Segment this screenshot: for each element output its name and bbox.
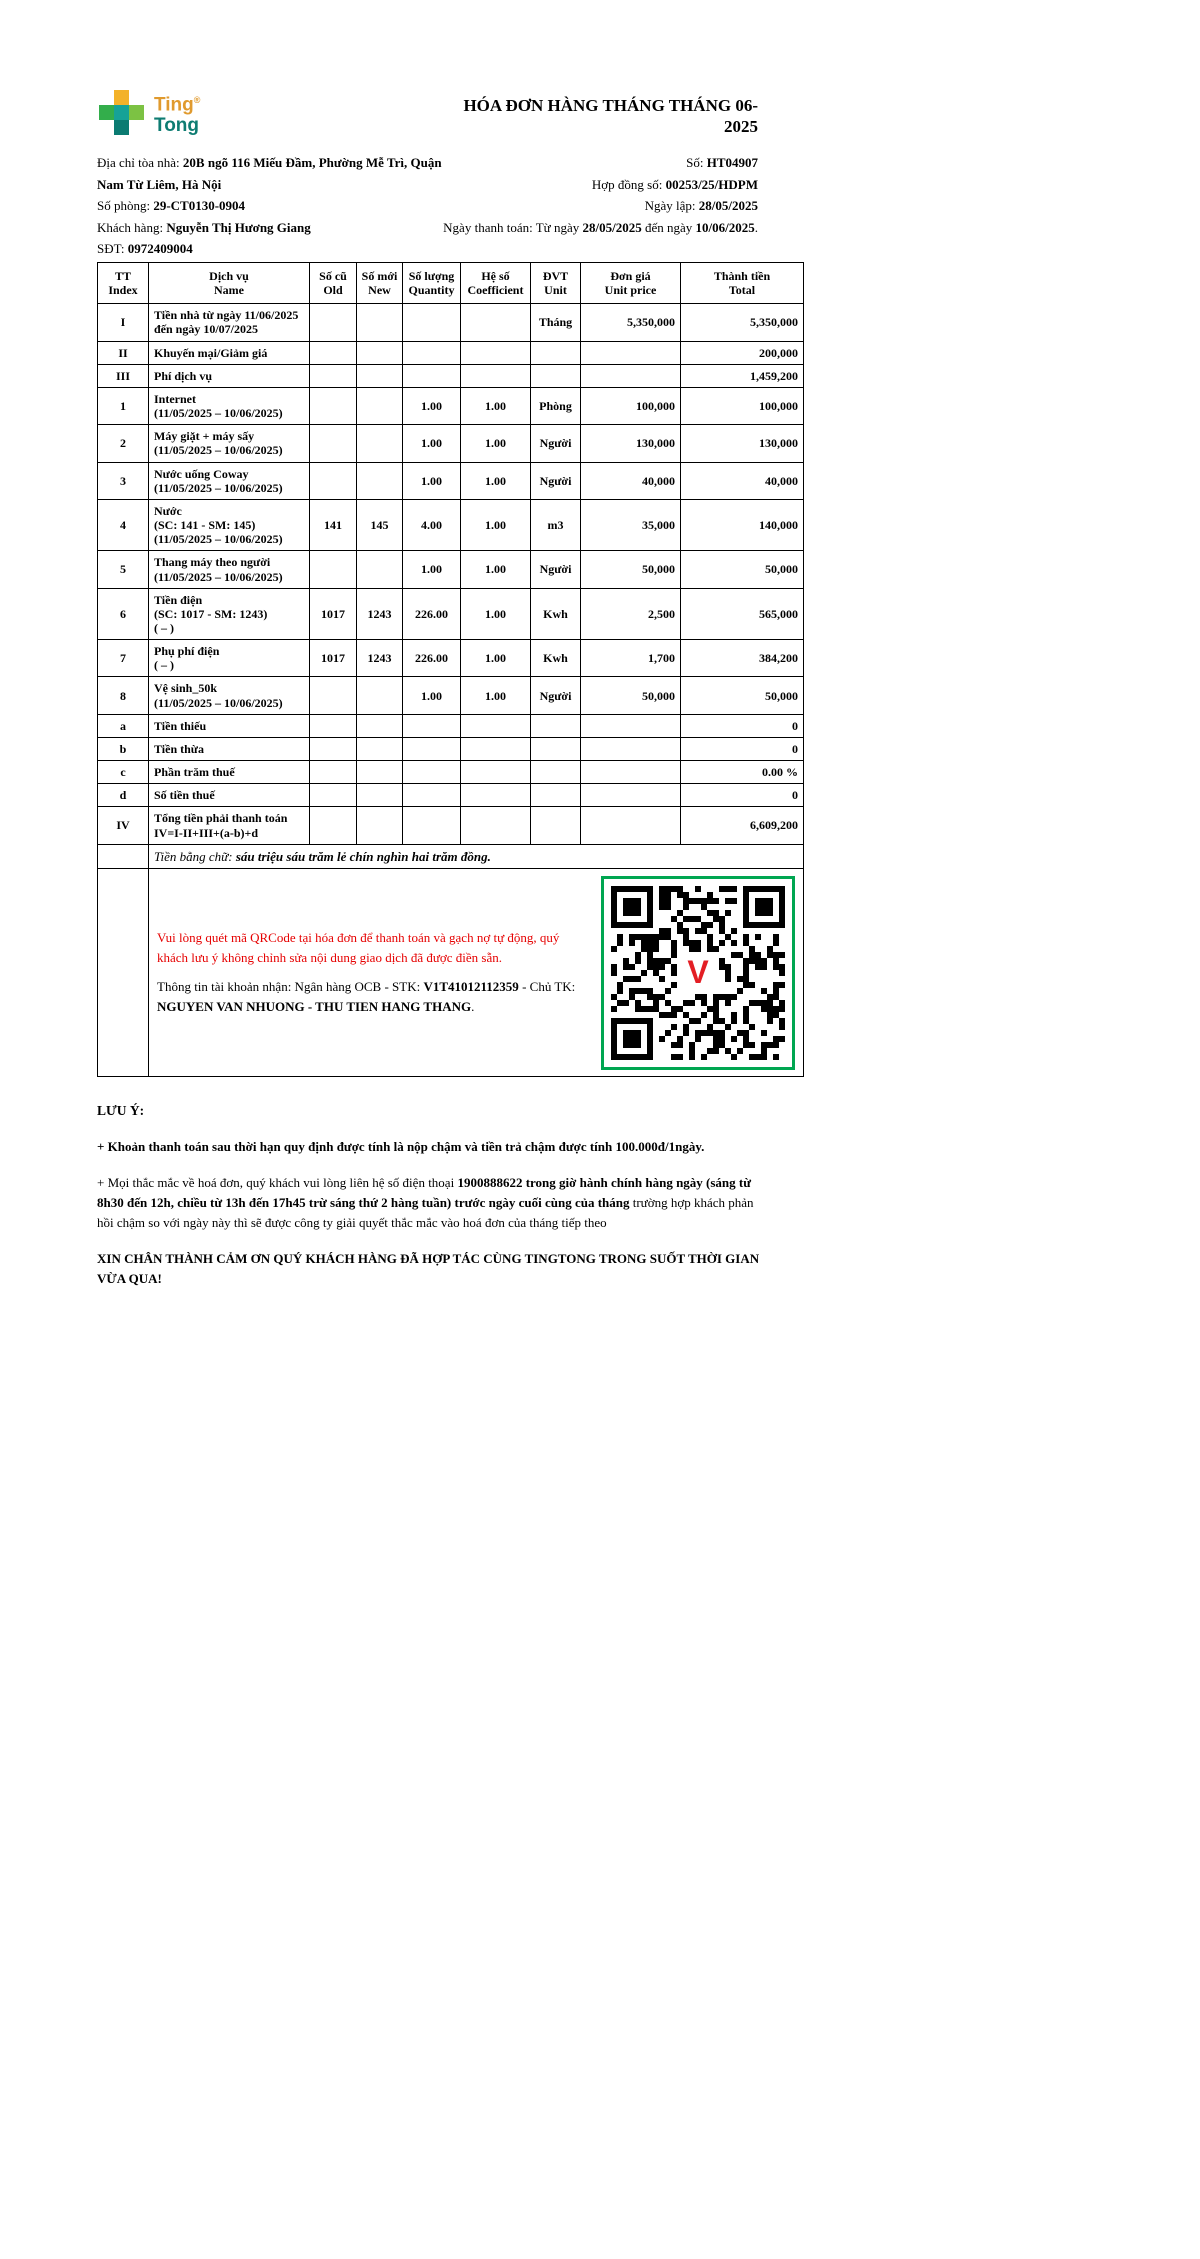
logo-square-right: [129, 105, 144, 120]
qr-section: [149, 869, 804, 1077]
table-row: [98, 499, 804, 550]
cell-new: [357, 784, 403, 807]
table-row: [98, 761, 804, 784]
invoice-table: [97, 262, 804, 1077]
cell-unit: Kwh: [531, 640, 581, 677]
cell-name: Vệ sinh_50k (11/05/2025 – 10/06/2025): [149, 677, 310, 714]
cell-new: 1243: [357, 588, 403, 639]
logo-text: [154, 90, 200, 136]
cell-price: [581, 364, 681, 387]
table-row: [98, 341, 804, 364]
cell-name: Số tiền thuế: [149, 784, 310, 807]
cell-new: 145: [357, 499, 403, 550]
customer-name: Khách hàng: Nguyễn Thị Hương Giang: [97, 219, 311, 235]
amount-in-words-row: [98, 844, 804, 868]
issue-date: Ngày lập: 28/05/2025: [644, 198, 758, 213]
cell-name: Phụ phí điện ( – ): [149, 640, 310, 677]
invoice-table-rows: [98, 304, 804, 844]
cell-tt: 8: [98, 677, 149, 714]
cell-coef: [461, 364, 531, 387]
cell-name: Phần trăm thuế: [149, 761, 310, 784]
cell-new: 1243: [357, 640, 403, 677]
cell-coef: 1.00: [461, 499, 531, 550]
cell-tt: 2: [98, 425, 149, 462]
cell-total: 130,000: [681, 425, 804, 462]
cell-old: [310, 341, 357, 364]
cell-old: [310, 425, 357, 462]
cell-coef: 1.00: [461, 462, 531, 499]
table-row: [98, 551, 804, 588]
tingtong-logo-icon: [99, 90, 145, 136]
cell-price: 130,000: [581, 425, 681, 462]
cell-old: [310, 551, 357, 588]
cell-old: [310, 807, 357, 844]
cell-name: Tổng tiền phải thanh toán IV=I-II+III+(a-b)+d: [149, 807, 310, 844]
cell-price: 2,500: [581, 588, 681, 639]
cell-unit: m3: [531, 499, 581, 550]
table-row: [98, 784, 804, 807]
cell-old: [310, 677, 357, 714]
cell-name: Tiền thừa: [149, 737, 310, 760]
cell-old: [310, 462, 357, 499]
tingtong-logo: [99, 90, 200, 136]
cell-qty: 1.00: [403, 387, 461, 424]
notes-heading: LƯU Ý:: [97, 1103, 145, 1118]
cell-unit: Kwh: [531, 588, 581, 639]
cell-new: [357, 341, 403, 364]
cell-coef: 1.00: [461, 425, 531, 462]
invoice-title-line: 2025: [724, 117, 758, 136]
table-row: [98, 640, 804, 677]
cell-coef: [461, 714, 531, 737]
logo-square-center: [114, 105, 129, 120]
qr-payment-notice: Vui lòng quét mã QRCode tại hóa đơn để thanh toán và gạch nợ tự động, quý khách lưu ý không chỉnh sửa nội dung giao dịch đã được điền sẵn.: [157, 930, 560, 966]
cell-tt: 6: [98, 588, 149, 639]
cell-unit: [531, 714, 581, 737]
table-header-row: [98, 263, 804, 304]
cell-tt: 7: [98, 640, 149, 677]
cell-old: 1017: [310, 588, 357, 639]
contract-number: Hợp đồng số: 00253/25/HDPM: [591, 176, 758, 192]
cell-total: 5,350,000: [681, 304, 804, 341]
cell-new: [357, 737, 403, 760]
cell-coef: [461, 784, 531, 807]
cell-new: [357, 551, 403, 588]
cell-total: 200,000: [681, 341, 804, 364]
cell-old: 141: [310, 499, 357, 550]
cell-qty: 1.00: [403, 425, 461, 462]
cell-coef: 1.00: [461, 387, 531, 424]
trademark-symbol: ®: [193, 95, 201, 105]
cell-coef: 1.00: [461, 551, 531, 588]
cell-name: Máy giặt + máy sấy (11/05/2025 – 10/06/2025): [149, 425, 310, 462]
cell-coef: 1.00: [461, 640, 531, 677]
invoice-number: Số: HT04907: [686, 155, 758, 170]
cell-tt: 1: [98, 387, 149, 424]
cell-coef: [461, 807, 531, 844]
building-address-line-1: Địa chỉ tòa nhà: 20B ngõ 116 Miếu Đầm, Phường Mễ Trì, Quận: [97, 155, 442, 170]
cell-new: [357, 761, 403, 784]
cell-price: 100,000: [581, 387, 681, 424]
cell-unit: Người: [531, 425, 581, 462]
cell-new: [357, 425, 403, 462]
cell-qty: [403, 737, 461, 760]
cell-new: [357, 714, 403, 737]
cell-coef: 1.00: [461, 588, 531, 639]
cell-tt-empty: [98, 844, 149, 868]
cell-unit: Tháng: [531, 304, 581, 341]
cell-coef: 1.00: [461, 677, 531, 714]
cell-name: Tiền thiếu: [149, 714, 310, 737]
cell-total: 0: [681, 714, 804, 737]
table-row: [98, 714, 804, 737]
cell-total: 384,200: [681, 640, 804, 677]
col-header-coefficient: Hệ số Coefficient: [461, 263, 531, 304]
cell-new: [357, 387, 403, 424]
cell-tt: c: [98, 761, 149, 784]
cell-coef: [461, 304, 531, 341]
table-row: [98, 677, 804, 714]
col-header-old: Số cũ Old: [310, 263, 357, 304]
logo-square-left: [99, 105, 114, 120]
cell-name: Tiền nhà từ ngày 11/06/2025 đến ngày 10/07/2025: [149, 304, 310, 341]
cell-unit: [531, 784, 581, 807]
cell-qty: 226.00: [403, 588, 461, 639]
invoice-title-line: HÓA ĐƠN HÀNG THÁNG THÁNG 06-: [463, 96, 758, 115]
cell-unit: [531, 341, 581, 364]
cell-unit: Người: [531, 551, 581, 588]
cell-name: Nước (SC: 141 - SM: 145) (11/05/2025 – 10/06/2025): [149, 499, 310, 550]
cell-tt: b: [98, 737, 149, 760]
cell-old: [310, 304, 357, 341]
cell-unit: [531, 364, 581, 387]
table-row: [98, 425, 804, 462]
cell-tt: III: [98, 364, 149, 387]
cell-tt: I: [98, 304, 149, 341]
cell-tt: d: [98, 784, 149, 807]
cell-price: [581, 807, 681, 844]
qr-center-logo: V: [677, 952, 719, 994]
cell-total: 0.00 %: [681, 761, 804, 784]
cell-unit: Người: [531, 462, 581, 499]
note-late-payment: + Khoản thanh toán sau thời hạn quy định được tính là nộp chậm và tiền trả chậm được tính 100.000đ/1ngày.: [97, 1139, 705, 1154]
cell-coef: [461, 761, 531, 784]
cell-unit: [531, 761, 581, 784]
room-number: Số phòng: 29-CT0130-0904: [97, 198, 246, 213]
cell-old: 1017: [310, 640, 357, 677]
cell-qty: [403, 341, 461, 364]
cell-price: [581, 714, 681, 737]
cell-old: [310, 387, 357, 424]
cell-qty: [403, 807, 461, 844]
logo-text-ting: Ting®: [154, 94, 201, 116]
cell-qty: 1.00: [403, 551, 461, 588]
cell-name: Tiền điện (SC: 1017 - SM: 1243) ( – ): [149, 588, 310, 639]
cell-new: [357, 364, 403, 387]
cell-name: Thang máy theo người (11/05/2025 – 10/06/2025): [149, 551, 310, 588]
thank-you-note: XIN CHÂN THÀNH CẢM ƠN QUÝ KHÁCH HÀNG ĐÃ HỢP TÁC CÙNG TINGTONG TRONG SUỐT THỜI GIAN VỪA QUA!: [97, 1251, 760, 1286]
cell-old: [310, 784, 357, 807]
cell-total: 0: [681, 737, 804, 760]
cell-name: Internet (11/05/2025 – 10/06/2025): [149, 387, 310, 424]
cell-price: [581, 341, 681, 364]
col-header-total: Thành tiền Total: [681, 263, 804, 304]
col-header-tt: TT Index: [98, 263, 149, 304]
cell-new: [357, 807, 403, 844]
cell-price: 50,000: [581, 551, 681, 588]
qr-code: [601, 876, 795, 1070]
logo-text-tong: Tong: [154, 115, 200, 137]
table-row: [98, 387, 804, 424]
cell-unit: Phòng: [531, 387, 581, 424]
cell-total: 100,000: [681, 387, 804, 424]
table-row: [98, 737, 804, 760]
cell-tt: IV: [98, 807, 149, 844]
cell-total: 50,000: [681, 677, 804, 714]
cell-tt: 5: [98, 551, 149, 588]
cell-unit: [531, 737, 581, 760]
cell-tt: 3: [98, 462, 149, 499]
cell-qty: [403, 364, 461, 387]
cell-tt: II: [98, 341, 149, 364]
cell-total: 40,000: [681, 462, 804, 499]
table-row: [98, 304, 804, 341]
cell-total: 50,000: [681, 551, 804, 588]
account-info: Thông tin tài khoản nhận: Ngân hàng OCB - STK: V1T41012112359 - Chủ TK: NGUYEN VAN NHUONG - THU TIEN HANG THANG.: [157, 978, 576, 1014]
cell-old: [310, 714, 357, 737]
cell-total: 565,000: [681, 588, 804, 639]
cell-qty: 1.00: [403, 462, 461, 499]
cell-old: [310, 761, 357, 784]
note-hotline: + Mọi thắc mắc về hoá đơn, quý khách vui lòng liên hệ số điện thoại 1900888622 trong giờ hành chính hàng ngày (sáng từ 8h30 đến 12h, chiều từ 13h đến 17h45 trừ sáng thứ 2 hàng tuần) trước ngày cuối cùng của tháng trường hợp khách phản hồi chậm so với ngày này thì sẽ được công ty giải quyết thắc mắc vào hoá đơn của tháng tiếp theo: [97, 1175, 754, 1230]
logo-square-bottom: [114, 120, 129, 135]
customer-phone: SĐT: 0972409004: [97, 241, 193, 256]
cell-name: Nước uống Coway (11/05/2025 – 10/06/2025): [149, 462, 310, 499]
cell-price: 35,000: [581, 499, 681, 550]
building-address-line-2: Nam Từ Liêm, Hà Nội: [97, 176, 222, 192]
cell-total: 6,609,200: [681, 807, 804, 844]
cell-tt: a: [98, 714, 149, 737]
col-header-service: Dịch vụ Name: [149, 263, 310, 304]
cell-qty: [403, 761, 461, 784]
cell-coef: [461, 737, 531, 760]
table-row: [98, 364, 804, 387]
cell-qty: [403, 714, 461, 737]
cell-price: 5,350,000: [581, 304, 681, 341]
cell-price: [581, 784, 681, 807]
qr-section-texts: [157, 920, 601, 1025]
cell-qty: [403, 784, 461, 807]
col-header-new: Số mới New: [357, 263, 403, 304]
cell-old: [310, 364, 357, 387]
cell-unit: [531, 807, 581, 844]
payment-due-range: Ngày thanh toán: Từ ngày 28/05/2025 đến ngày 10/06/2025.: [443, 219, 758, 235]
invoice-info-left: [97, 152, 442, 260]
cell-total: 1,459,200: [681, 364, 804, 387]
cell-name: Khuyến mại/Giảm giá: [149, 341, 310, 364]
col-header-quantity: Số lượng Quantity: [403, 263, 461, 304]
cell-new: [357, 677, 403, 714]
cell-price: 50,000: [581, 677, 681, 714]
cell-qty: 4.00: [403, 499, 461, 550]
col-header-unit: ĐVT Unit: [531, 263, 581, 304]
cell-name: Phí dịch vụ: [149, 364, 310, 387]
table-row: [98, 588, 804, 639]
cell-price: [581, 761, 681, 784]
invoice-title: [440, 95, 758, 137]
logo-square-top: [114, 90, 129, 105]
cell-tt-empty: [98, 869, 149, 1077]
cell-old: [310, 737, 357, 760]
cell-total: 140,000: [681, 499, 804, 550]
invoice-footer: [97, 1103, 769, 1305]
table-row: [98, 462, 804, 499]
cell-price: 40,000: [581, 462, 681, 499]
qr-row: [98, 869, 804, 1077]
col-header-unit-price: Đơn giá Unit price: [581, 263, 681, 304]
cell-price: 1,700: [581, 640, 681, 677]
cell-qty: 226.00: [403, 640, 461, 677]
cell-total: 0: [681, 784, 804, 807]
table-row: [98, 807, 804, 844]
amount-in-words: Tiền bằng chữ: sáu triệu sáu trăm lẻ chín nghìn hai trăm đồng.: [149, 844, 804, 868]
invoice-info-right: [443, 152, 758, 238]
cell-qty: 1.00: [403, 677, 461, 714]
cell-unit: Người: [531, 677, 581, 714]
cell-new: [357, 462, 403, 499]
cell-new: [357, 304, 403, 341]
cell-price: [581, 737, 681, 760]
cell-tt: 4: [98, 499, 149, 550]
cell-qty: [403, 304, 461, 341]
cell-coef: [461, 341, 531, 364]
